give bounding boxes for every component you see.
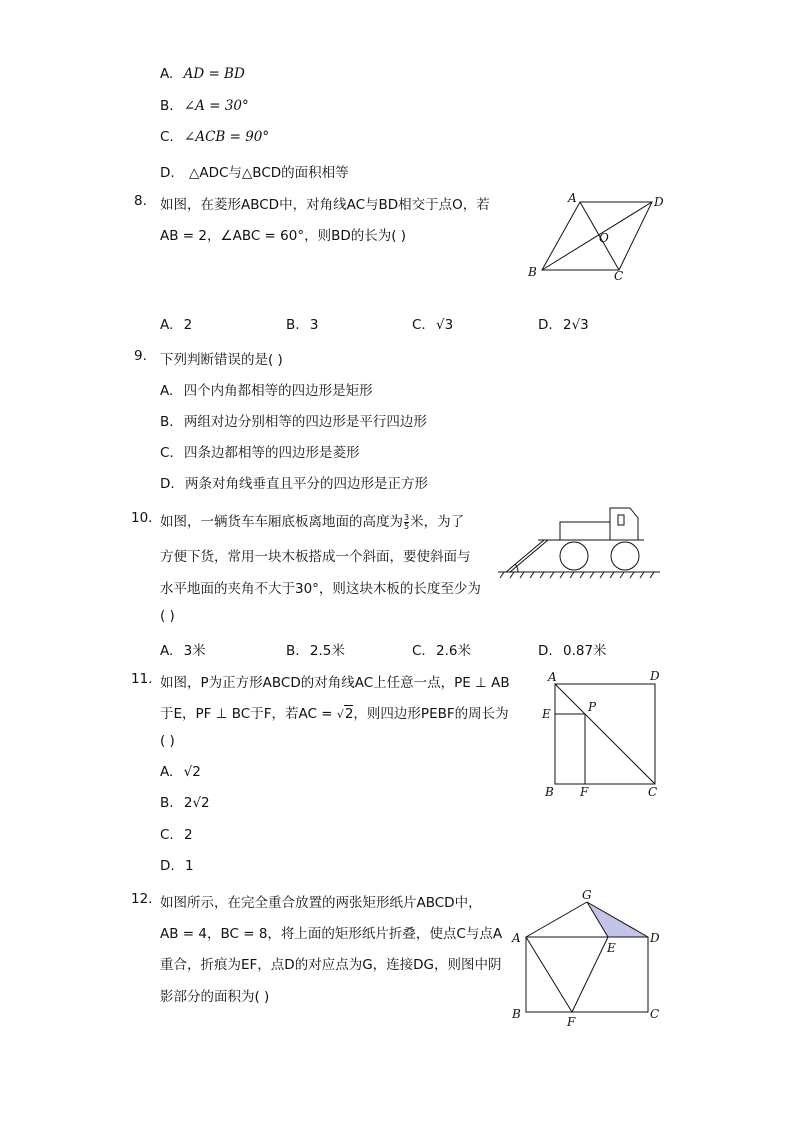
sqrt-radicand: 2 [344,706,354,722]
label-a: A [568,191,577,205]
option-text: AD = BD [183,66,245,82]
q12-stem-line3: 重合，折痕为EF，点D的对应点为G，连接DG，则图中阴 [160,957,502,973]
label-e: E [542,707,551,721]
fraction-denominator: 5 [404,521,410,531]
label-d: D [654,195,664,209]
q8-rhombus-figure [522,188,672,283]
option-label: B. [160,795,174,811]
q11-square-figure [536,666,666,802]
option-text: 四条边都相等的四边形是菱形 [184,445,360,461]
option-text: 3 [309,317,319,333]
option-text: 2√2 [183,795,210,811]
option-text: 2.5米 [309,643,345,659]
option-text: 2 [184,827,193,843]
q8-number: 8. [134,193,147,209]
q10-stem-line3: 水平地面的夹角不大于30°，则这块木板的长度至少为 [160,581,481,597]
q10-stem-line2: 方便下货，常用一块木板搭成一个斜面，要使斜面与 [160,549,471,565]
q8-stem-line2: AB = 2，∠ABC = 60°，则BD的长为( ) [160,228,407,244]
option-label: C. [412,317,426,333]
q7-option-a [160,66,245,82]
q9-stem: 下列判断错误的是( ) [160,352,283,368]
label-c: C [614,269,624,283]
option-label: A. [160,66,174,82]
option-text: 两组对边分别相等的四边形是平行四边形 [183,414,427,430]
label-f: F [567,1015,576,1029]
q9-option-a [160,379,373,399]
q10-option-a [160,639,206,659]
label-c: C [648,785,658,799]
stem-text: 如图，一辆货车车厢底板离地面的高度为 [160,514,403,530]
option-label: D. [160,858,175,874]
label-b: B [528,265,537,279]
q12-stem-line2: AB = 4，BC = 8，将上面的矩形纸片折叠，使点C与点A [160,926,503,942]
option-label: B. [160,414,174,430]
q9-option-d [160,472,428,492]
option-text: 两条对角线垂直且平分的四边形是正方形 [184,476,428,492]
q11-option-b [160,795,210,811]
q10-number: 10. [131,510,153,526]
option-text: √3 [436,317,454,333]
option-label: D. [160,165,175,181]
option-text: 3米 [183,643,206,659]
label-e: E [607,941,616,955]
option-text: ∠A = 30° [183,98,249,114]
option-text: √2 [183,764,201,780]
option-label: D. [538,317,553,333]
label-a: A [512,931,521,945]
option-label: C. [160,445,174,461]
option-text: 1 [184,858,194,874]
q12-stem-line1: 如图所示，在完全重合放置的两张矩形纸片ABCD中， [160,895,482,911]
option-label: A. [160,317,174,333]
stem-text: 米，为了 [410,514,465,530]
label-c: C [650,1007,660,1021]
fraction [404,514,409,531]
q12-stem-line4: 影部分的面积为( ) [160,989,270,1005]
q11-stem-line3: ( ) [160,733,175,749]
label-d: D [650,669,660,683]
q10-stem-line4: ( ) [160,608,175,624]
option-label: A. [160,643,174,659]
q8-option-c [412,317,453,333]
label-b: B [512,1007,521,1021]
q11-stem-line1: 如图，P为正方形ABCD的对角线AC上任意一点，PE ⊥ AB [160,675,510,691]
label-a: A [548,670,557,684]
q10-stem-line1 [160,510,464,531]
q7-option-d [160,161,349,181]
option-text: 四个内角都相等的四边形是矩形 [183,383,373,399]
q12-number: 12. [131,891,153,907]
q8-option-d [538,317,589,333]
q8-stem-line1: 如图，在菱形ABCD中，对角线AC与BD相交于点O，若 [160,197,490,213]
option-label: C. [160,827,174,843]
label-p: P [588,700,597,714]
label-o: O [599,231,609,245]
q8-option-a [160,317,192,333]
q10-truck-figure [498,502,664,582]
q12-fold-figure [508,884,674,1030]
q8-option-b [286,317,318,333]
stem-text: 于E，PF ⊥ BC于F，若AC = [160,706,337,722]
option-text: ∠ACB = 90° [184,129,270,145]
option-label: A. [160,383,174,399]
q11-option-d [160,858,194,874]
q9-option-c [160,441,360,461]
q11-number: 11. [131,671,153,687]
q7-option-c [160,129,269,145]
option-label: B. [160,98,174,114]
option-text: 0.87米 [562,643,607,659]
option-label: B. [286,643,300,659]
q10-option-c [412,639,471,659]
q10-option-b [286,639,345,659]
option-text: 2.6米 [436,643,471,659]
option-label: D. [538,643,553,659]
stem-text: ，则四边形PEBF的周长为 [353,706,509,722]
label-b: B [545,785,554,799]
label-f: F [580,785,589,799]
label-d: D [650,931,660,945]
option-text: 2√3 [562,317,589,333]
option-label: A. [160,764,174,780]
fraction-numerator: 3 [404,512,410,522]
q11-stem-line2: 于E，PF ⊥ BC于F，若AC = √2，则四边形PEBF的周长为 [160,706,509,722]
q10-option-d [538,639,607,659]
q9-option-b [160,410,427,430]
q9-number: 9. [134,348,147,364]
label-g: G [582,888,592,902]
q11-option-c [160,827,193,843]
option-label: D. [160,476,175,492]
option-label: C. [412,643,426,659]
q7-option-b [160,98,249,114]
option-label: B. [286,317,300,333]
q11-option-a [160,764,201,780]
option-text: △ADC与△BCD的面积相等 [188,165,349,181]
option-text: 2 [183,317,193,333]
option-label: C. [160,129,174,145]
